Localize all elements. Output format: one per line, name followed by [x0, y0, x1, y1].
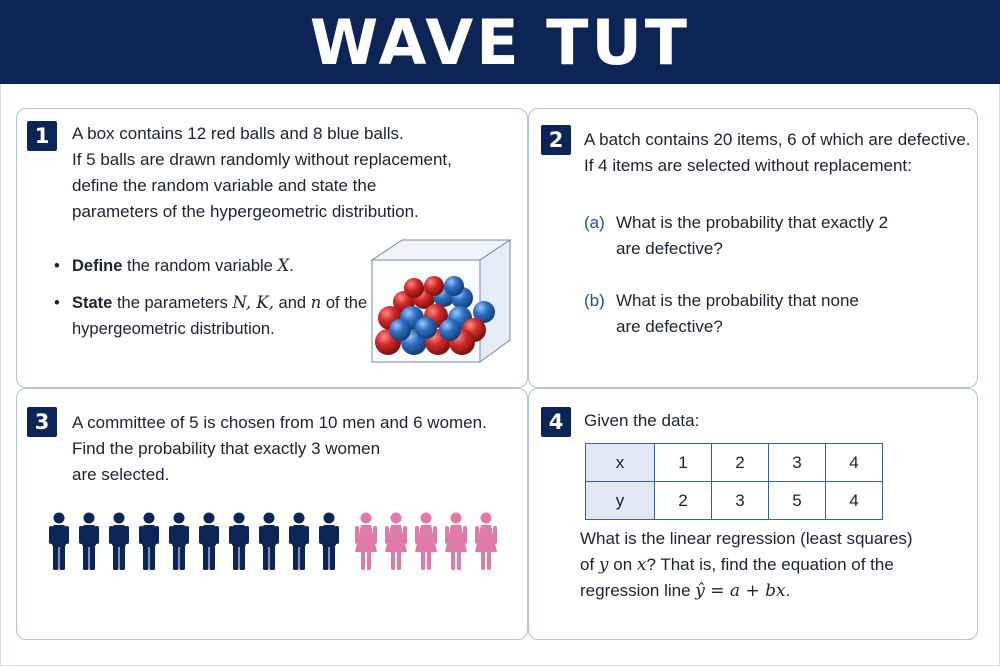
question-text: regression line: [580, 581, 696, 600]
problem-4-question: [580, 526, 913, 604]
bullet-line2: hypergeometric distribution.: [72, 320, 275, 338]
page-title: WAVE TUT: [309, 5, 691, 79]
bullet-math: n: [310, 293, 322, 312]
part-line: What is the probability that exactly 2: [616, 213, 889, 232]
part-line: are defective?: [616, 239, 723, 258]
problem-number-4: 4: [541, 407, 571, 437]
table-cell: 2: [655, 482, 712, 520]
table-cell: 1: [655, 444, 712, 482]
table-row-x: [586, 444, 883, 482]
question-text: ? That is, find the equation of the: [646, 555, 894, 574]
problem-2-line: A batch contains 20 items, 6 of which are defective.: [584, 130, 971, 149]
problem-2-part-a: [584, 210, 889, 262]
problem-1-bullet-1: • Define the random variable X.: [54, 256, 294, 275]
table-cell: 5: [769, 482, 826, 520]
man-icon: [139, 513, 159, 571]
question-math: y: [598, 555, 609, 575]
woman-icon: [355, 513, 377, 571]
part-label: (a): [584, 213, 605, 232]
table-header-x: x: [586, 444, 655, 482]
man-icon: [289, 513, 309, 571]
problem-1-line: If 5 balls are drawn randomly without replacement,: [72, 150, 452, 169]
bullet-end: of the: [321, 294, 368, 312]
table-row-y: [586, 482, 883, 520]
problem-3-line: A committee of 5 is chosen from 10 men and 6 women.: [72, 413, 487, 432]
man-icon: [169, 513, 189, 571]
bullet-bold: Define: [72, 257, 123, 275]
part-line: What is the probability that none: [616, 291, 859, 310]
question-line: What is the linear regression (least squares): [580, 529, 913, 548]
woman-icon: [475, 513, 497, 571]
problem-number-2: 2: [541, 125, 571, 155]
problem-number-1: 1: [27, 121, 57, 151]
problem-3-line: are selected.: [72, 465, 170, 484]
question-text: .: [785, 581, 791, 600]
problem-1-text: [72, 121, 452, 225]
man-icon: [229, 513, 249, 571]
people-illustration: [44, 512, 504, 574]
woman-icon: [415, 513, 437, 571]
bullet-text: the random variable: [122, 257, 278, 275]
problem-3-text: [72, 410, 487, 488]
bullet-bold: State: [72, 294, 113, 312]
table-cell: 3: [712, 482, 769, 520]
man-icon: [49, 513, 69, 571]
man-icon: [199, 513, 219, 571]
ball-box-illustration: [366, 238, 516, 368]
problem-number-3: 3: [27, 407, 57, 437]
problem-2-text: [584, 127, 971, 179]
man-icon: [259, 513, 279, 571]
woman-icon: [445, 513, 467, 571]
question-text: of: [580, 555, 599, 574]
problem-1-line: parameters of the hypergeometric distribution.: [72, 202, 419, 221]
table-cell: 3: [769, 444, 826, 482]
problem-1-bullet-2: • State the parameters N, K, and n of the hypergeometric distribution.: [54, 293, 368, 338]
problem-1-line: define the random variable and state the: [72, 176, 377, 195]
problem-4-intro: Given the data:: [584, 411, 700, 430]
man-icon: [79, 513, 99, 571]
bullet-end: .: [289, 257, 294, 275]
question-line: [580, 578, 913, 604]
table-cell: 4: [826, 444, 883, 482]
problem-2-line: If 4 items are selected without replacement:: [584, 156, 912, 175]
table-cell: 2: [712, 444, 769, 482]
bullet-text: the parameters: [112, 294, 233, 312]
problem-1-line: A box contains 12 red balls and 8 blue balls.: [72, 124, 404, 143]
part-label: (b): [584, 291, 605, 310]
man-icon: [319, 513, 339, 571]
part-line: are defective?: [616, 317, 723, 336]
question-math: x: [636, 555, 647, 575]
bullet-math: X: [277, 256, 290, 275]
data-table: [585, 443, 883, 520]
problem-3-line: Find the probability that exactly 3 women: [72, 439, 381, 458]
bullet-text: and: [273, 294, 311, 312]
table-cell: 4: [826, 482, 883, 520]
question-line: [580, 552, 913, 578]
question-math: ŷ = a + bx: [695, 581, 786, 601]
problem-2-part-b: [584, 288, 859, 340]
question-text: on: [608, 555, 637, 574]
man-icon: [109, 513, 129, 571]
page-header: [0, 0, 1000, 84]
bullet-math: N, K,: [232, 293, 274, 312]
woman-icon: [385, 513, 407, 571]
table-header-y: y: [586, 482, 655, 520]
